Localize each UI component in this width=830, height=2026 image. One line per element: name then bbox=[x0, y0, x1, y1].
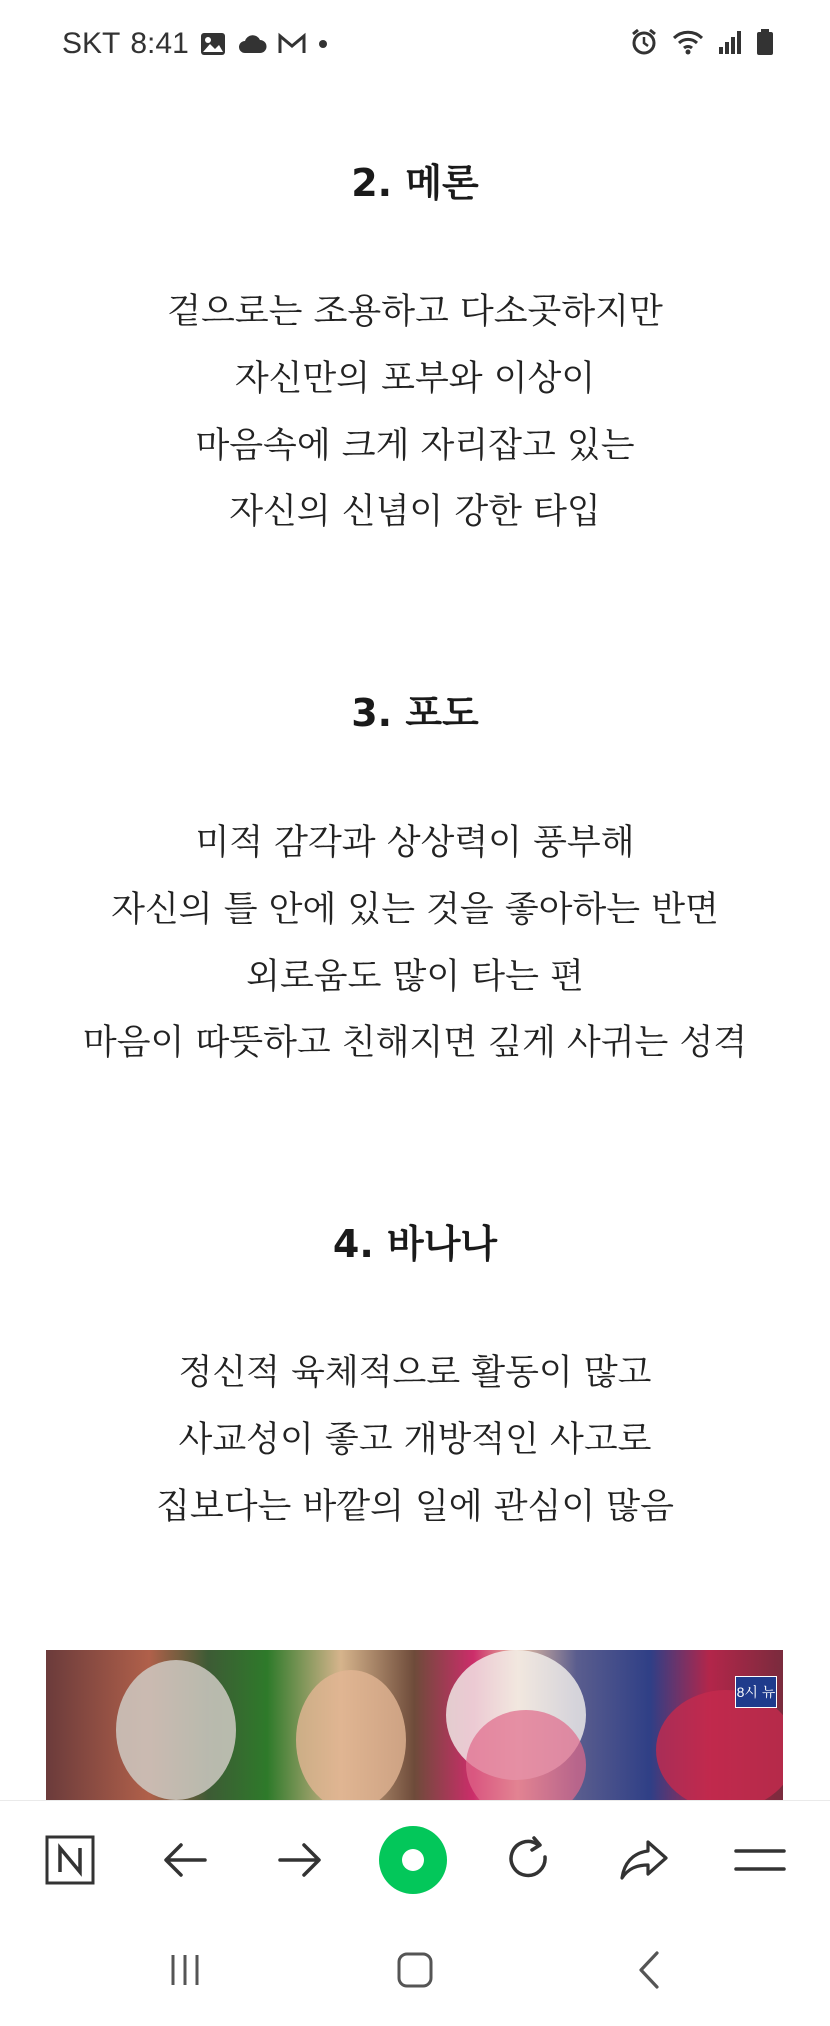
refresh-button[interactable] bbox=[494, 1825, 564, 1895]
section-title-banana: 4. 바나나 bbox=[332, 1222, 498, 1266]
dot-icon bbox=[317, 38, 329, 50]
image-figure bbox=[116, 1660, 236, 1800]
browser-toolbar bbox=[0, 1800, 830, 1915]
clock-label: 8:41 bbox=[130, 27, 189, 60]
recent-apps-button[interactable] bbox=[145, 1940, 225, 2000]
image-overlay-tag: 8시 뉴 bbox=[735, 1676, 777, 1708]
gmail-icon bbox=[277, 32, 307, 56]
menu-button[interactable] bbox=[725, 1825, 795, 1895]
text-line: 외로움도 많이 타는 편 bbox=[246, 957, 584, 997]
text-line: 자신의 틀 안에 있는 것을 좋아하는 반면 bbox=[111, 890, 719, 930]
back-arrow-icon bbox=[161, 1840, 209, 1880]
signal-icon bbox=[718, 29, 742, 59]
green-dot-button[interactable] bbox=[378, 1825, 448, 1895]
text-line: 자신의 신념이 강한 타입 bbox=[229, 492, 601, 532]
forward-button[interactable] bbox=[265, 1825, 335, 1895]
back-nav-button[interactable] bbox=[610, 1940, 690, 2000]
back-icon bbox=[635, 1950, 665, 1990]
text-line: 마음이 따뜻하고 친해지면 깊게 사귀는 성격 bbox=[82, 1023, 748, 1063]
naver-home-icon bbox=[44, 1834, 96, 1886]
carrier-label: SKT bbox=[62, 27, 121, 60]
home-button[interactable] bbox=[375, 1940, 455, 2000]
recent-apps-icon bbox=[165, 1952, 205, 1988]
text-line: 미적 감각과 상상력이 풍부해 bbox=[195, 823, 635, 863]
wifi-icon bbox=[672, 28, 704, 60]
section-title-grape: 3. 포도 bbox=[351, 691, 479, 735]
text-line: 마음속에 크게 자리잡고 있는 bbox=[195, 426, 635, 466]
naver-home-button[interactable] bbox=[35, 1825, 105, 1895]
green-dot-icon bbox=[378, 1825, 448, 1895]
forward-arrow-icon bbox=[276, 1840, 324, 1880]
refresh-icon bbox=[504, 1835, 554, 1885]
share-icon bbox=[618, 1838, 670, 1882]
status-bar bbox=[0, 0, 830, 88]
menu-icon bbox=[734, 1845, 786, 1875]
share-button[interactable] bbox=[609, 1825, 679, 1895]
text-line: 겉으로는 조용하고 다소곳하지만 bbox=[167, 292, 663, 332]
status-right bbox=[630, 24, 774, 64]
image-figure bbox=[296, 1670, 406, 1800]
gallery-icon bbox=[199, 31, 227, 57]
status-left bbox=[62, 24, 329, 64]
alarm-icon bbox=[630, 28, 658, 60]
article-image[interactable] bbox=[46, 1650, 783, 1800]
back-button[interactable] bbox=[150, 1825, 220, 1895]
text-line: 사교성이 좋고 개방적인 사고로 bbox=[178, 1420, 652, 1460]
battery-icon bbox=[756, 28, 774, 60]
cloud-icon bbox=[237, 33, 267, 55]
system-nav-bar bbox=[0, 1914, 830, 2026]
text-line: 정신적 육체적으로 활동이 많고 bbox=[178, 1353, 652, 1393]
text-line: 집보다는 바깥의 일에 관심이 많음 bbox=[156, 1487, 674, 1527]
home-icon bbox=[395, 1950, 435, 1990]
section-title-melon: 2. 메론 bbox=[351, 161, 479, 205]
text-line: 자신만의 포부와 이상이 bbox=[234, 359, 596, 399]
